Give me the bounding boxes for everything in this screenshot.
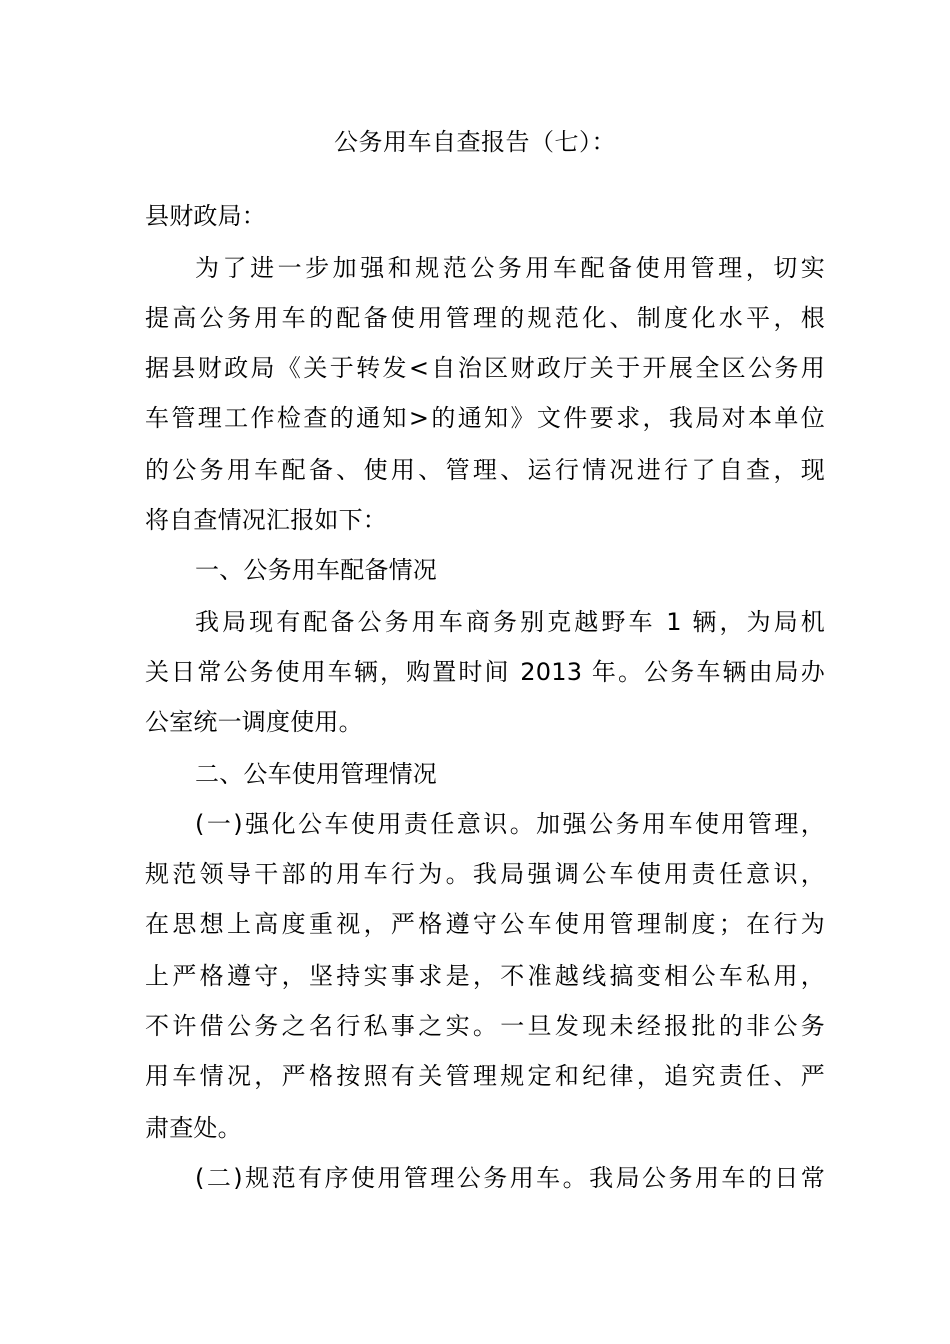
text-line: 关日常公务使用车辆，购置时间 2013 年。公务车辆由局办 — [145, 658, 825, 686]
text-line: (一)强化公车使用责任意识。加强公务用车使用管理， — [195, 810, 825, 838]
text-line: 将自查情况汇报如下： — [145, 506, 387, 534]
text-line: 用车情况，严格按照有关管理规定和纪律，追究责任、严 — [145, 1062, 825, 1090]
text-line: 公室统一调度使用。 — [145, 708, 363, 736]
text-line: 不许借公务之名行私事之实。一旦发现未经报批的非公务 — [145, 1012, 825, 1040]
text-line: (二)规范有序使用管理公务用车。我局公务用车的日常 — [195, 1164, 825, 1192]
recipient-line: 县财政局： — [145, 202, 266, 230]
text-line: 我局现有配备公务用车商务别克越野车 1 辆，为局机 — [195, 608, 825, 636]
text-line: 规范领导干部的用车行为。我局强调公车使用责任意识， — [145, 860, 825, 888]
document-title: 公务用车自查报告（七）： — [334, 128, 616, 156]
text-line: 的公务用车配备、使用、管理、运行情况进行了自查，现 — [145, 456, 825, 484]
section-heading-2: 二、公车使用管理情况 — [195, 760, 437, 788]
text-line: 在思想上高度重视，严格遵守公车使用管理制度；在行为 — [145, 910, 825, 938]
text-line: 肃查处。 — [145, 1114, 242, 1142]
text-line: 据县财政局《关于转发<自治区财政厅关于开展全区公务用 — [145, 354, 825, 382]
text-line: 为了进一步加强和规范公务用车配备使用管理，切实 — [195, 254, 825, 282]
section-heading-1: 一、公务用车配备情况 — [195, 556, 437, 584]
text-line: 上严格遵守，坚持实事求是，不准越线搞变相公车私用， — [145, 962, 825, 990]
text-line: 车管理工作检查的通知>的通知》文件要求，我局对本单位 — [145, 404, 825, 432]
text-line: 提高公务用车的配备使用管理的规范化、制度化水平，根 — [145, 304, 825, 332]
